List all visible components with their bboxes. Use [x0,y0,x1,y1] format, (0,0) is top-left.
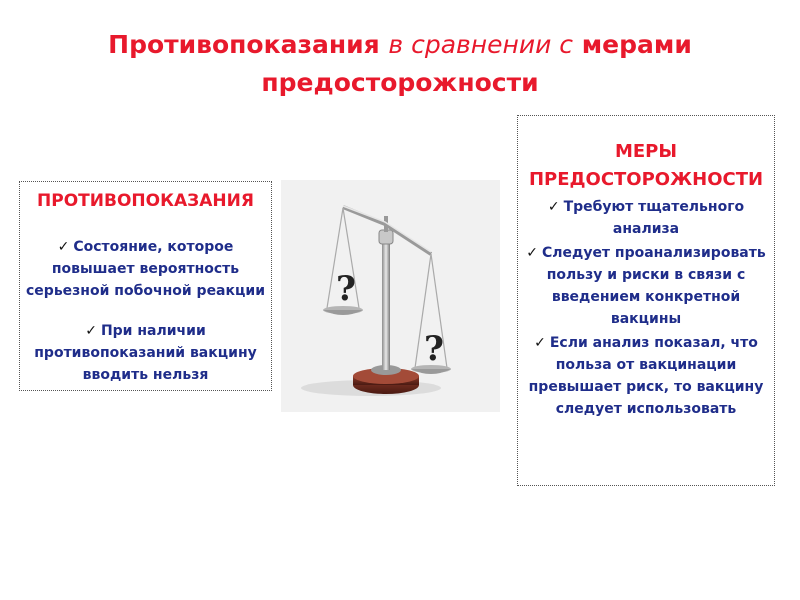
precaution-item-text: Если анализ показал, что польза от вакцинации превышает риск, то вакцину следует использовать [528,335,764,417]
contraindications-heading: ПРОТИВОПОКАЗАНИЯ [37,191,254,211]
precaution-item-text: Следует проанализировать пользу и риски в связи с введением конкретной вакцины [541,245,766,327]
checkmark-icon: ✓ [526,245,538,261]
precaution-item [524,332,768,420]
checkmark-icon: ✓ [547,199,560,215]
precautions-heading: МЕРЫ ПРЕДОСТОРОЖНОСТИ [528,141,764,190]
balance-scale-icon [281,180,500,412]
title-part-comparison: в сравнении с [388,30,574,59]
contraindications-box [19,181,272,391]
checkmark-icon: ✓ [85,323,97,339]
title-part-precautions: мерами предосторожности [261,30,692,97]
precaution-item [524,242,768,330]
contraindication-item-text: При наличии противопоказаний вакцину вводить нельзя [34,323,257,383]
precaution-item [524,196,768,240]
checkmark-icon: ✓ [534,335,546,351]
contraindication-item-text: Состояние, которое повышает вероятность серьезной побочной реакции [26,239,266,299]
page-title [60,26,740,102]
checkmark-icon: ✓ [57,239,70,255]
title-part-contraindications: Противопоказания [108,30,380,59]
balance-scale-image [281,180,500,412]
question-mark-left: ? [336,269,356,309]
contraindication-item [26,236,265,302]
precautions-box [517,115,775,486]
precaution-item-text: Требуют тщательного анализа [563,199,745,237]
contraindication-item [26,320,265,386]
question-mark-right: ? [424,329,444,369]
